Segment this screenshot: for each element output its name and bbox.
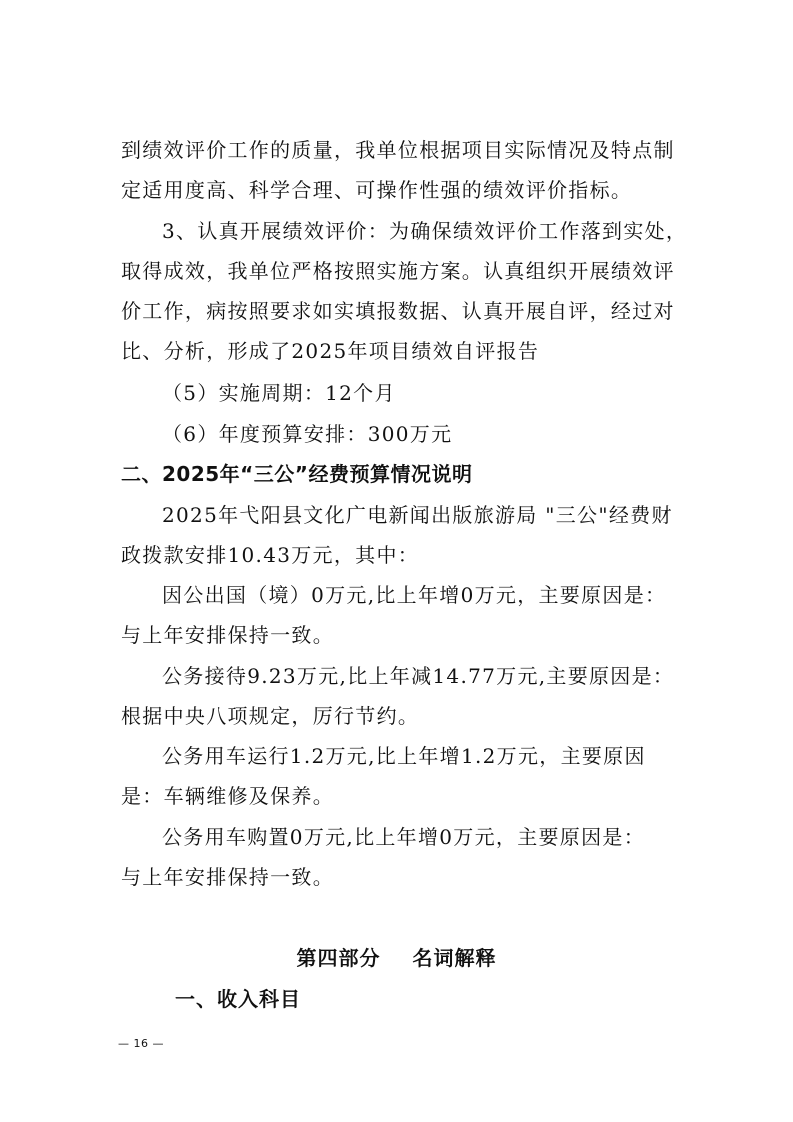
paragraph-line: 公务接待9.23万元,比上年减14.77万元,主要原因是： [162, 664, 675, 688]
paragraph-line: 取得成效，我单位严格按照实施方案。认真组织开展绩效评 [121, 259, 675, 283]
paragraph-line: 比、分析，形成了2025年项目绩效自评报告 [121, 339, 540, 363]
item-annual-budget: （6）年度预算安排：300万元 [162, 422, 453, 446]
paragraph-line: 定适用度高、科学合理、可操作性强的绩效评价指标。 [121, 178, 633, 202]
paragraph-line: 因公出国（境）0万元,比上年增0万元，主要原因是： [162, 583, 667, 607]
part-four-label: 第四部分 [296, 946, 381, 970]
paragraph-line: 价工作，病按照要求如实填报数据、认真开展自评，经过对 [121, 299, 675, 323]
paragraph-line: 3、认真开展绩效评价：为确保绩效评价工作落到实处， [162, 219, 688, 243]
paragraph-line: 2025年弋阳县文化广电新闻出版旅游局 "三公"经费财 [162, 503, 673, 527]
item-implementation-period: （5）实施周期：12个月 [162, 381, 396, 405]
part-four-name: 名词解释 [412, 946, 497, 970]
paragraph-line: 到绩效评价工作的质量，我单位根据项目实际情况及特点制 [121, 138, 675, 162]
paragraph-line: 是：车辆维修及保养。 [121, 784, 334, 808]
paragraph-line: 与上年安排保持一致。 [121, 623, 334, 647]
section-heading-three-public: 二、2025年“三公”经费预算情况说明 [121, 462, 473, 486]
paragraph-line: 根据中央八项规定，厉行节约。 [121, 704, 420, 728]
paragraph-line: 公务用车运行1.2万元,比上年增1.2万元，主要原因 [162, 744, 646, 768]
paragraph-line: 与上年安排保持一致。 [121, 865, 334, 889]
part-four-title [0, 944, 793, 972]
subheading-income-items: 一、收入科目 [175, 987, 301, 1011]
paragraph-line: 政拨款安排10.43万元，其中： [121, 543, 420, 567]
page-number: — 16 — [118, 1037, 164, 1050]
paragraph-line: 公务用车购置0万元,比上年增0万元，主要原因是： [162, 825, 646, 849]
